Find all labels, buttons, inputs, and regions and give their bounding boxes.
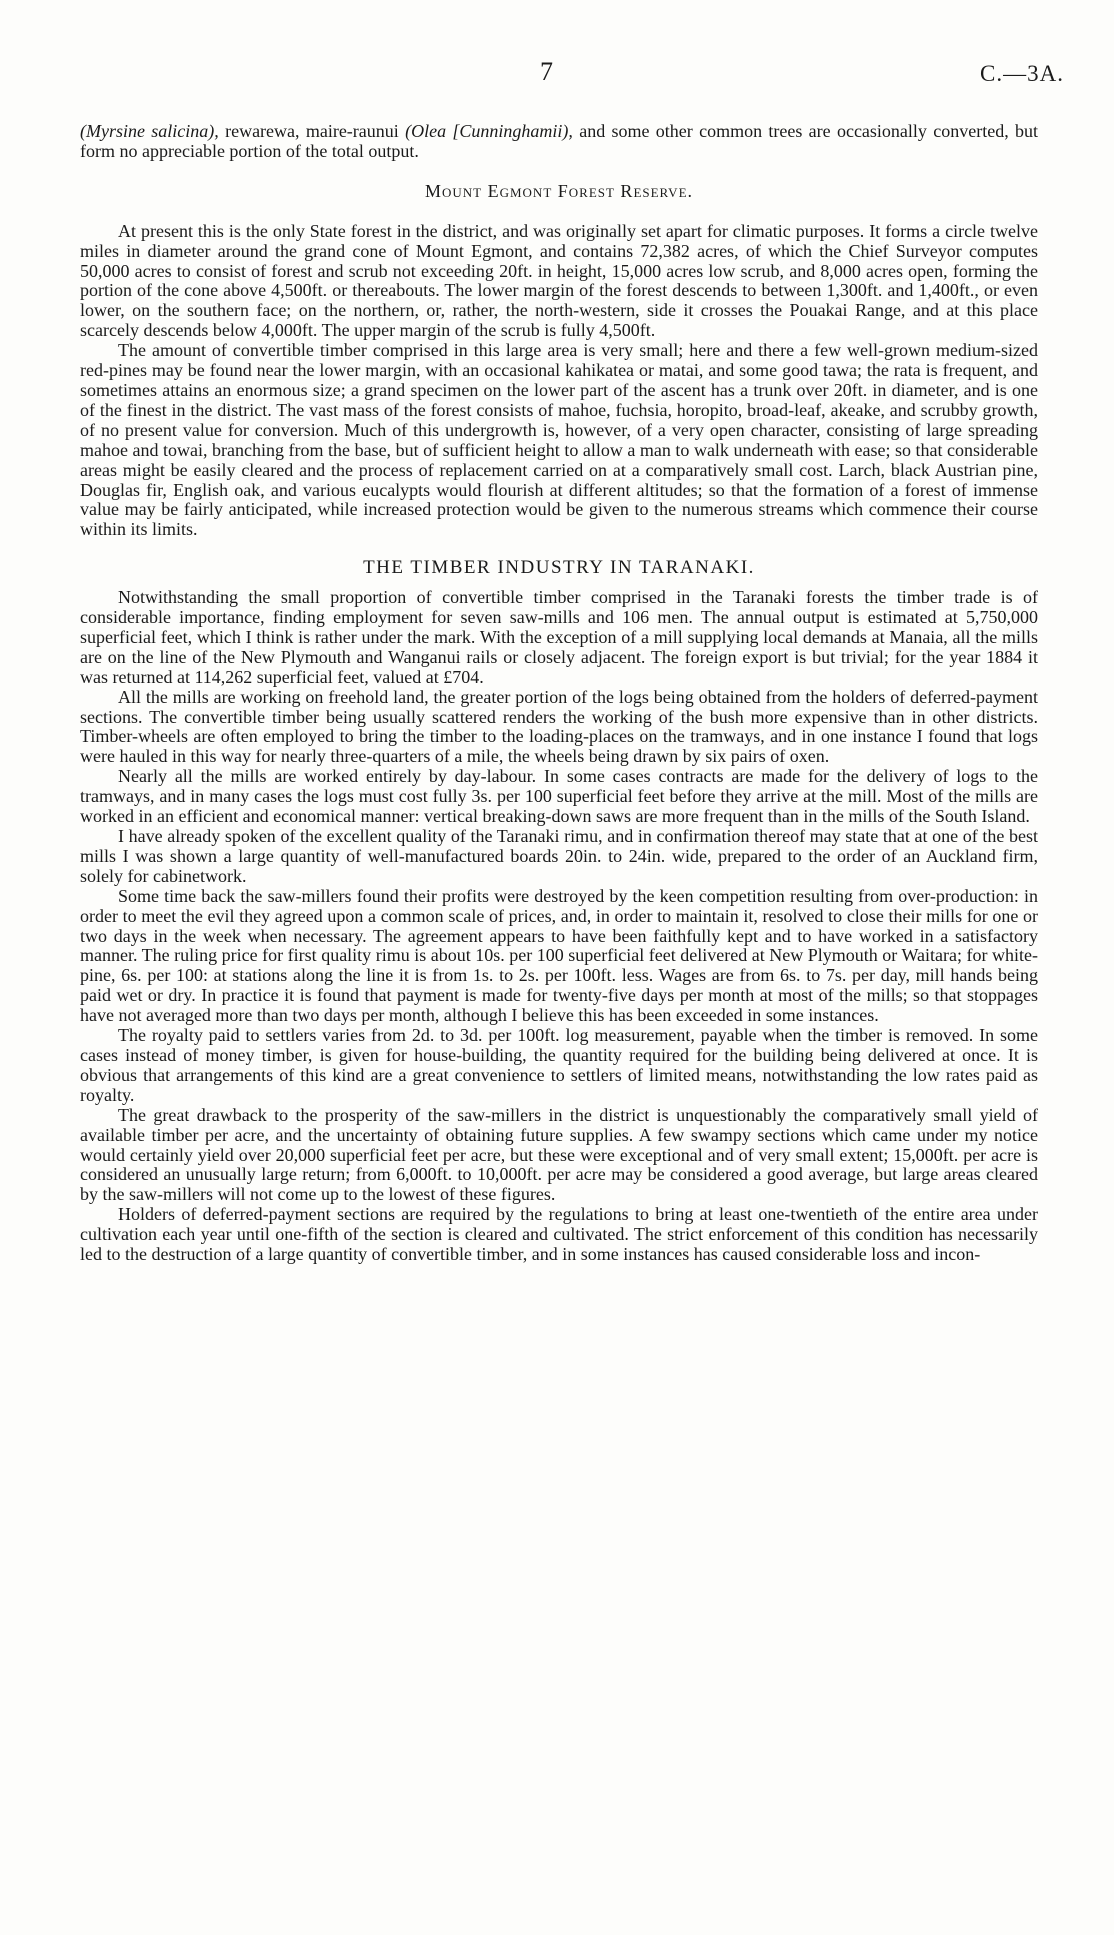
paragraph: The royalty paid to settlers varies from 2d. to 3d. per 100ft. log measurement, payable when the timber is removed. In some cases instead of money timber, is given for house-building, the quantity required for the building being delivered at once. It is obvious that arrangements of this kind are a great convenience to settlers of limited means, notwithstanding the low rates paid as royalty. <box>80 1025 1038 1105</box>
document-reference: C.—3A. <box>980 61 1064 86</box>
paragraph: Some time back the saw-millers found their profits were destroyed by the keen competition resulting from over-production: in order to meet the evil they agreed upon a common scale of prices, and, in order to maintain it, resolved to close their mills for one or two days in the week when necessary. The agreement appears to have been faithfully kept and to have worked in a satisfactory manner. The ruling price for first quality rimu is about 10s. per 100 superficial feet delivered at New Plymouth or Waitara; for white-pine, 6s. per 100: at stations along the line it is from 1s. to 2s. per 100ft. less. Wages are from 6s. to 7s. per day, mill hands being paid wet or dry. In practice it is found that payment is made for twenty-five days per month at most of the mills; so that stoppages have not averaged more than two days per month, although I believe this has been exceeded in some instances. <box>80 885 1038 1026</box>
paragraph: Nearly all the mills are worked entirely by day-labour. In some cases contracts are made for the delivery of logs to the tramways, and in many cases the logs must cost fully 3s. per 100 superficial feet before they arrive at the mill. Most of the mills are worked in an efficient and economical manner: vertical breaking-down saws are more frequent than in the mills of the South Island. <box>80 766 1038 827</box>
page-body <box>80 122 1038 1265</box>
section-heading-mount-egmont: Mount Egmont Forest Reserve. <box>424 180 694 201</box>
section-heading-timber-industry: THE TIMBER INDUSTRY IN TARANAKI. <box>363 557 755 579</box>
paragraph: At present this is the only State forest in the district, and was originally set apart for climatic purposes. It forms a circle twelve miles in diameter around the grand cone of Mount Egmont, and contains 72,382 acres, of which the Chief Surveyor computes 50,000 acres to consist of forest and scrub not exceeding 20ft. in height, 15,000 acres low scrub, and 8,000 acres open, forming the portion of the cone above 4,500ft. or thereabouts. The lower margin of the forest descends to between 1,300ft. and 1,400ft., or even lower, on the southern face; on the northern, or, rather, the north-western, side it crosses the Pouakai Range, and at this place scarcely descends below 4,000ft. The upper margin of the scrub is fully 4,500ft. <box>80 220 1038 341</box>
paragraph: Holders of deferred-payment sections are required by the regulations to bring at least one-twentieth of the entire area under cultivation each year until one-fifth of the section is cleared and cultivated. The strict enforcement of this condition has necessarily led to the destruction of a large quantity of convertible timber, and in some instances has caused considerable loss and incon- <box>80 1204 1038 1265</box>
paragraph: All the mills are working on freehold land, the greater portion of the logs being obtained from the holders of deferred-payment sections. The convertible timber being usually scattered renders the working of the bush more expensive than in other districts. Timber-wheels are often employed to bring the timber to the loading-places on the tramways, and in one instance I found that logs were hauled in this way for nearly three-quarters of a mile, the wheels being drawn by six pairs of oxen. <box>80 686 1038 767</box>
species-name-myrsine: (Myrsine salicina), <box>80 121 219 141</box>
species-name-olea: (Olea [Cunninghamii), <box>405 121 573 141</box>
continued-text-2: and some other common trees are occasionally converted, but form no appreciable portion of the total output. <box>80 121 1038 161</box>
continued-paragraph <box>80 122 1038 162</box>
paragraph: The amount of convertible timber comprised in this large area is very small; here and there a few well-grown medium-sized red-pines may be found near the lower margin, with an occasional kahikatea or matai, and some good tawa; the rata is frequent, and sometimes attains an enormous size; a grand specimen on the lower part of the ascent has a trunk over 20ft. in diameter, and is one of the finest in the district. The vast mass of the forest consists of mahoe, fuchsia, horopito, broad-leaf, akeake, and scrubby growth, of no present value for conversion. Much of this undergrowth is, however, of a very open character, consisting of large spreading mahoe and towai, branching from the base, but of sufficient height to allow a man to walk underneath with ease; so that considerable areas might be easily cleared and the process of replacement carried on at a comparatively small cost. Larch, black Austrian pine, Douglas fir, English oak, and various eucalypts would flourish at different altitudes; so that the formation of a forest of immense value may be fairly anticipated, while increased protection would be given to the numerous streams which commence their course within its limits. <box>80 340 1038 540</box>
paragraph: Notwithstanding the small proportion of convertible timber comprised in the Taranaki forests the timber trade is of considerable importance, finding employment for seven saw-mills and 106 men. The annual output is estimated at 5,750,000 superficial feet, which I think is rather under the mark. With the exception of a mill supplying local demands at Manaia, all the mills are on the line of the New Plymouth and Wanganui rails or closely adjacent. The foreign export is but trivial; for the year 1884 it was returned at 114,262 superficial feet, valued at £704. <box>80 587 1038 687</box>
page-number: 7 <box>540 57 554 86</box>
continued-text-1: rewarewa, maire-raunui <box>218 121 406 141</box>
paragraph: The great drawback to the prosperity of the saw-millers in the district is unquestionably the comparatively small yield of available timber per acre, and the uncertainty of obtaining future supplies. A few swampy sections which came under my notice would certainly yield over 20,000 superficial feet per acre, but these were exceptional and of very small extent; 15,000ft. per acre is considered an unusually large return; from 6,000ft. to 10,000ft. per acre may be considered a good average, but large areas cleared by the saw-millers will not come up to the lowest of these figures. <box>80 1104 1038 1205</box>
page-header <box>0 57 1114 92</box>
paragraph: I have already spoken of the excellent quality of the Taranaki rimu, and in confirmation thereof may state that at one of the best mills I was shown a large quantity of well-manufactured boards 20in. to 24in. wide, prepared to the order of an Auckland firm, solely for cabinetwork. <box>80 826 1038 886</box>
